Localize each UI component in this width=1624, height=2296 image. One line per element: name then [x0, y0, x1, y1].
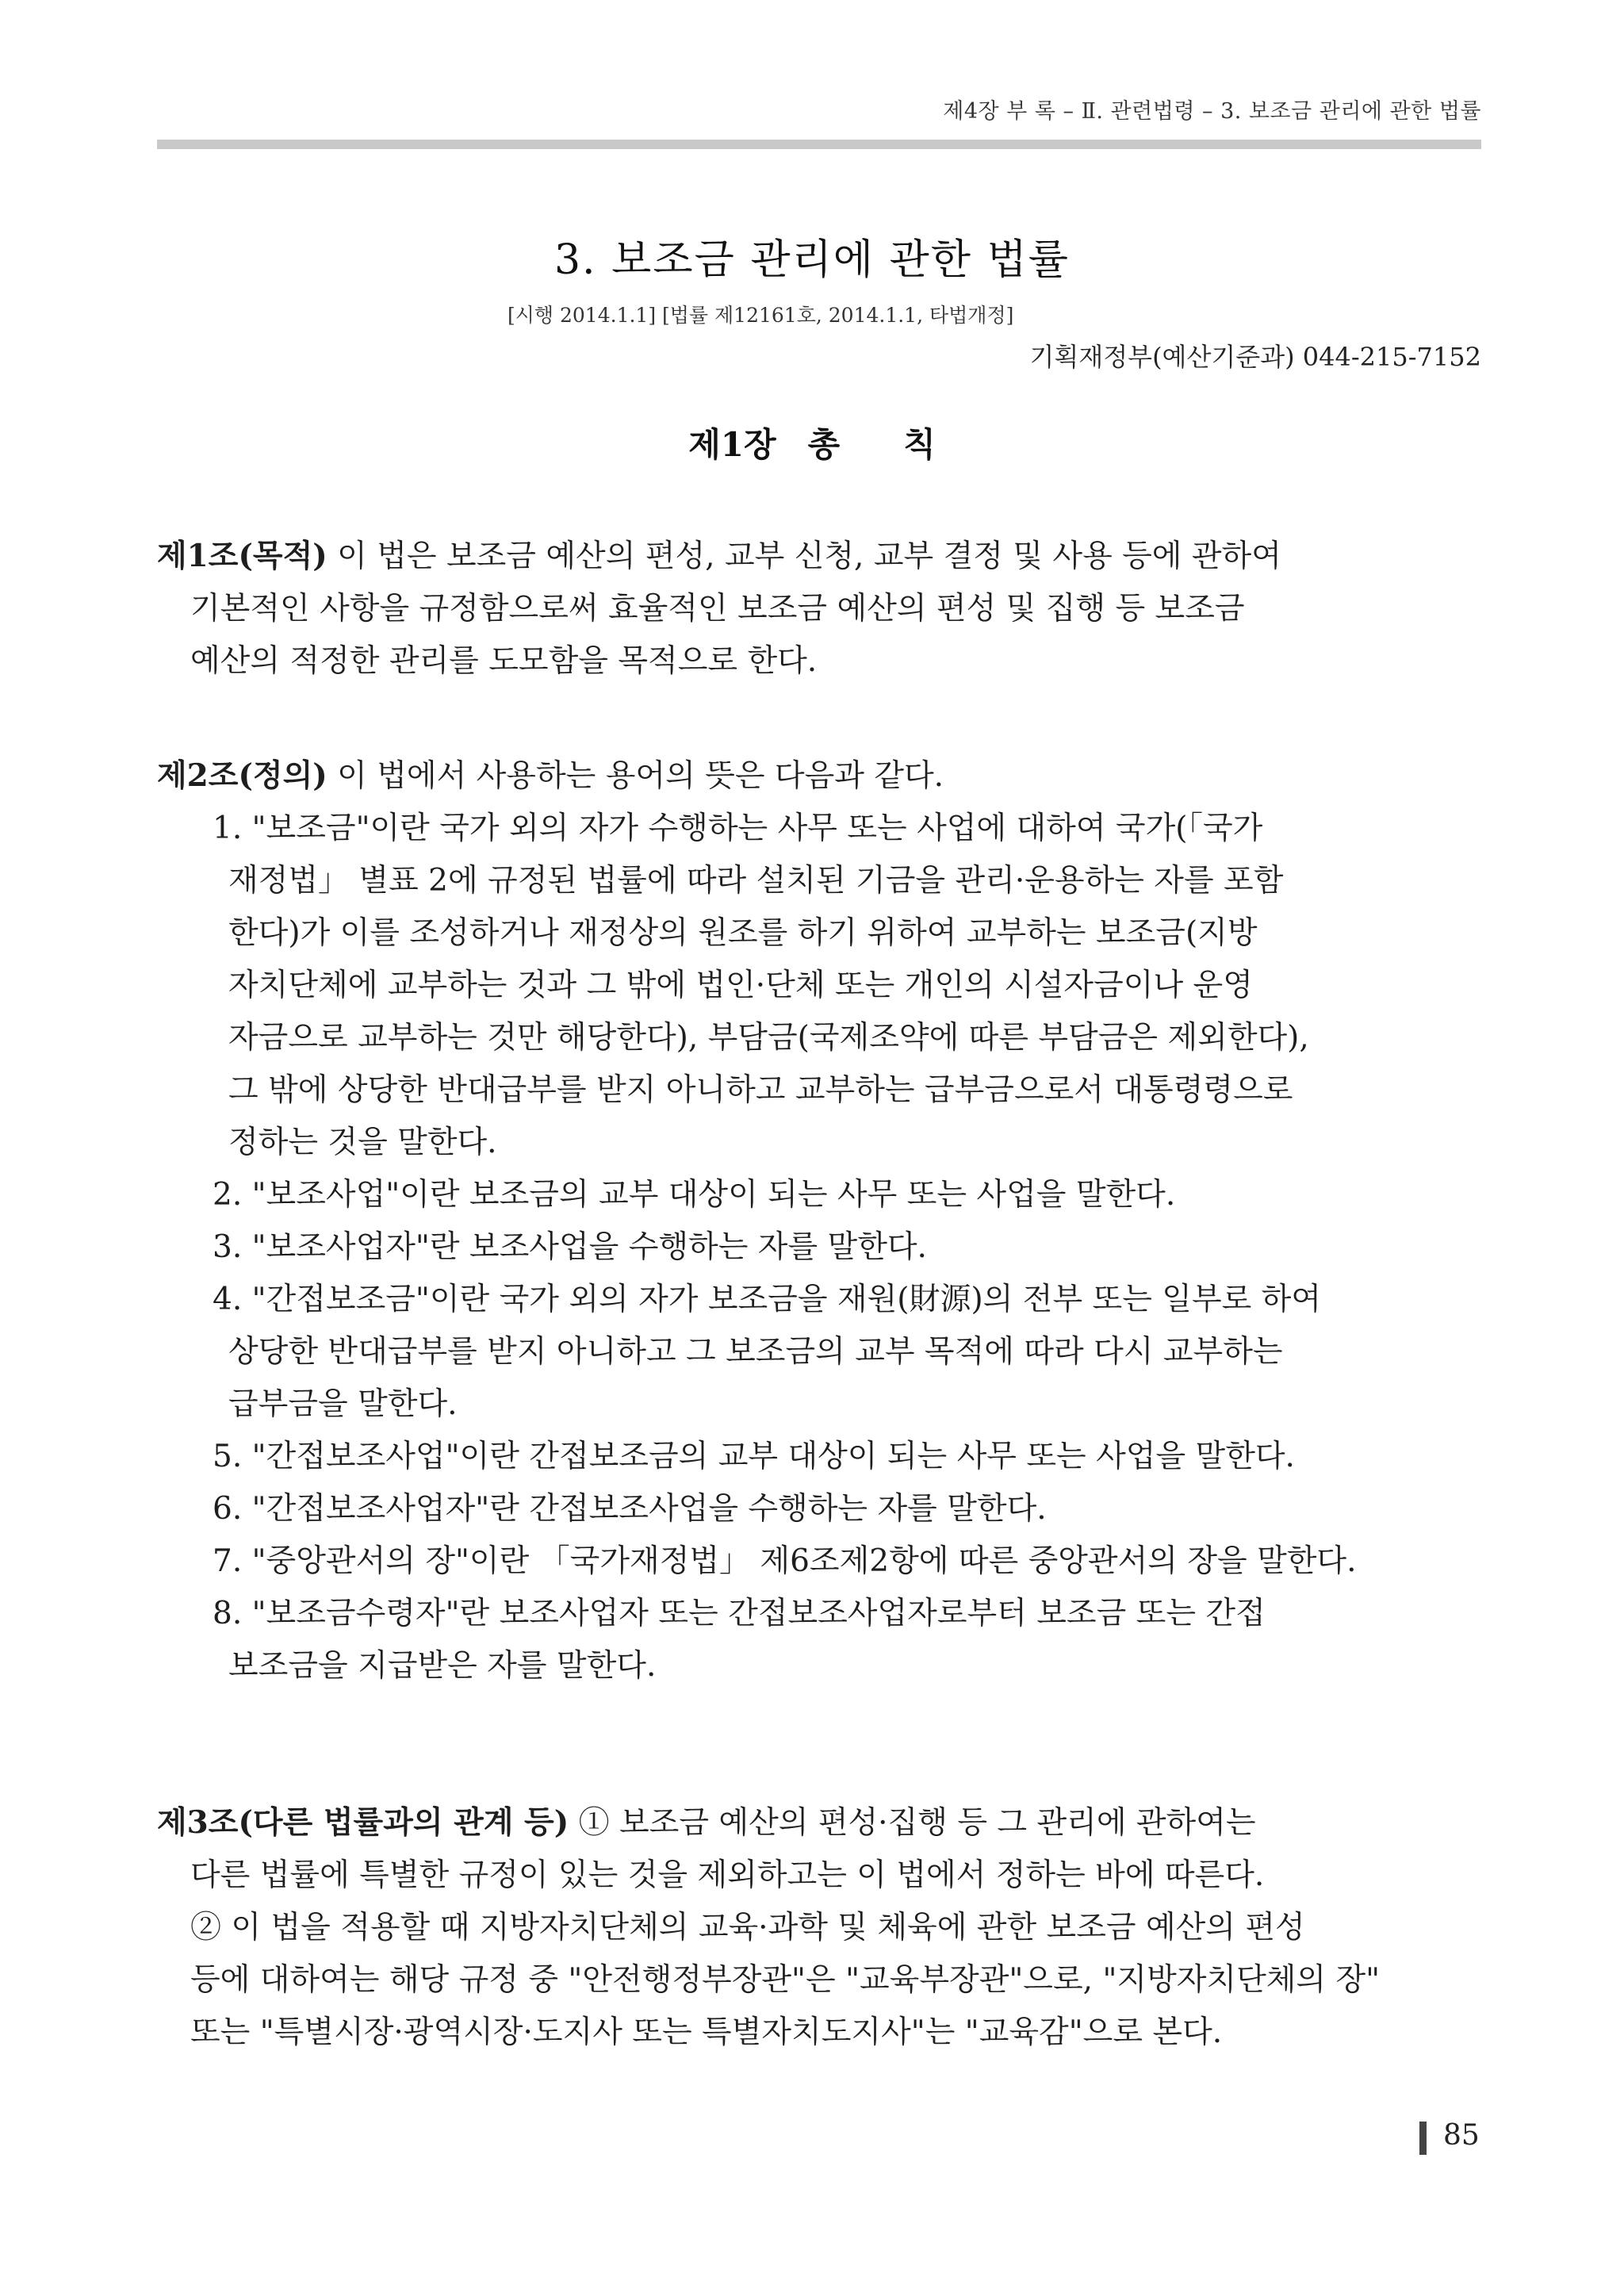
definition-item-2 [157, 1169, 1481, 1221]
definition-item-8 [157, 1588, 1481, 1692]
article-3-line: ② 이 법을 적용할 때 지방자치단체의 교육·과학 및 체육에 관한 보조금 예산의 편성 [190, 1910, 1305, 1945]
running-header: 제4장 부 록 – Ⅱ. 관련법령 – 3. 보조금 관리에 관한 법률 [943, 99, 1481, 124]
article-2 [157, 749, 1481, 1692]
definition-item-1 [157, 803, 1481, 1169]
article-3-line: 등에 대하여는 해당 규정 중 "안전행정부장관"은 "교육부장관"으로, "지방자치단체의 장" [190, 1962, 1381, 1998]
article-1-line: 예산의 적정한 관리를 도모함을 목적으로 한다. [190, 643, 818, 679]
item-line: 8. "보조금수령자"란 보조사업자 또는 간접보조사업자로부터 보조금 또는 간접 [213, 1596, 1266, 1631]
article-3-line: 다른 법률에 특별한 규정이 있는 것을 제외하고는 이 법에서 정하는 바에 따른다. [190, 1857, 1265, 1893]
definition-item-5 [157, 1431, 1481, 1483]
item-line: 보조금을 지급받은 자를 말한다. [228, 1648, 657, 1684]
item-line: 7. "중앙관서의 장"이란 「국가재정법」 제6조제2항에 따른 중앙관서의 장을 말한다. [213, 1543, 1357, 1579]
item-line: 재정법」 별표 2에 규정된 법률에 따라 설치된 기금을 관리·운용하는 자를 포함 [228, 863, 1284, 899]
article-2-lead: 이 법에서 사용하는 용어의 뜻은 다음과 같다. [327, 758, 944, 794]
chapter-title [0, 419, 1624, 466]
article-2-heading: 제2조(정의) [157, 757, 327, 794]
item-line: 5. "간접보조사업"이란 간접보조금의 교부 대상이 되는 사무 또는 사업을 말한다. [213, 1439, 1295, 1474]
article-3 [157, 1796, 1481, 2059]
definition-item-4 [157, 1274, 1481, 1431]
page-number: 85 [1443, 2119, 1480, 2152]
definition-item-7 [157, 1535, 1481, 1588]
article-1-lead: 이 법은 보조금 예산의 편성, 교부 신청, 교부 결정 및 사용 등에 관하여 [327, 539, 1281, 574]
document-title: 3. 보조금 관리에 관한 법률 [553, 236, 1071, 284]
definition-item-6 [157, 1483, 1481, 1535]
item-line: 급부금을 말한다. [228, 1386, 458, 1422]
article-1-lead-line [157, 530, 1481, 583]
item-line: 한다)가 이를 조성하거나 재정상의 원조를 하기 위하여 교부하는 보조금(지방 [228, 915, 1258, 951]
page-number-bar [1419, 2122, 1427, 2155]
item-line: 1. "보조금"이란 국가 외의 자가 수행하는 사무 또는 사업에 대하여 국가(「국가 [213, 811, 1263, 846]
article-1-heading: 제1조(목적) [157, 538, 327, 574]
item-line: 그 밖에 상당한 반대급부를 받지 아니하고 교부하는 급부금으로서 대통령령으로 [228, 1072, 1293, 1108]
article-3-lead: ① 보조금 예산의 편성·집행 등 그 관리에 관하여는 [569, 1805, 1256, 1841]
article-3-line: 또는 "특별시장·광역시장·도지사 또는 특별자치도지사"는 "교육감"으로 본다. [190, 2014, 1223, 2050]
item-line: 3. "보조사업자"란 보조사업을 수행하는 자를 말한다. [213, 1229, 927, 1265]
chapter-name-1: 총 [807, 425, 841, 464]
chapter-name-2: 칙 [903, 425, 936, 464]
enforcement-info: [시행 2014.1.1] [법률 제12161호, 2014.1.1, 타법개정] [508, 304, 1014, 327]
article-2-lead-line [157, 749, 1481, 803]
item-line: 정하는 것을 말한다. [228, 1125, 497, 1160]
header-rule [157, 140, 1481, 149]
article-3-lead-line [157, 1796, 1481, 1849]
ministry-contact: 기획재정부(예산기준과) 044-215-7152 [1029, 342, 1481, 372]
article-1 [157, 530, 1481, 688]
definition-item-3 [157, 1221, 1481, 1274]
item-line: 2. "보조사업"이란 보조금의 교부 대상이 되는 사무 또는 사업을 말한다. [213, 1177, 1176, 1213]
item-line: 자금으로 교부하는 것만 해당한다), 부담금(국제조약에 따른 부담금은 제외한다), [228, 1020, 1309, 1056]
item-line: 4. "간접보조금"이란 국가 외의 자가 보조금을 재원(財源)의 전부 또는 일부로 하여 [213, 1282, 1322, 1317]
item-line: 6. "간접보조사업자"란 간접보조사업을 수행하는 자를 말한다. [213, 1491, 1047, 1527]
article-1-line: 기본적인 사항을 규정함으로써 효율적인 보조금 예산의 편성 및 집행 등 보조금 [190, 591, 1245, 627]
item-line: 상당한 반대급부를 받지 아니하고 그 보조금의 교부 목적에 따라 다시 교부하는 [228, 1334, 1283, 1370]
item-line: 자치단체에 교부하는 것과 그 밖에 법인·단체 또는 개인의 시설자금이나 운영 [228, 968, 1253, 1003]
chapter-number: 제1장 [688, 425, 776, 464]
article-3-heading: 제3조(다른 법률과의 관계 등) [157, 1804, 569, 1841]
